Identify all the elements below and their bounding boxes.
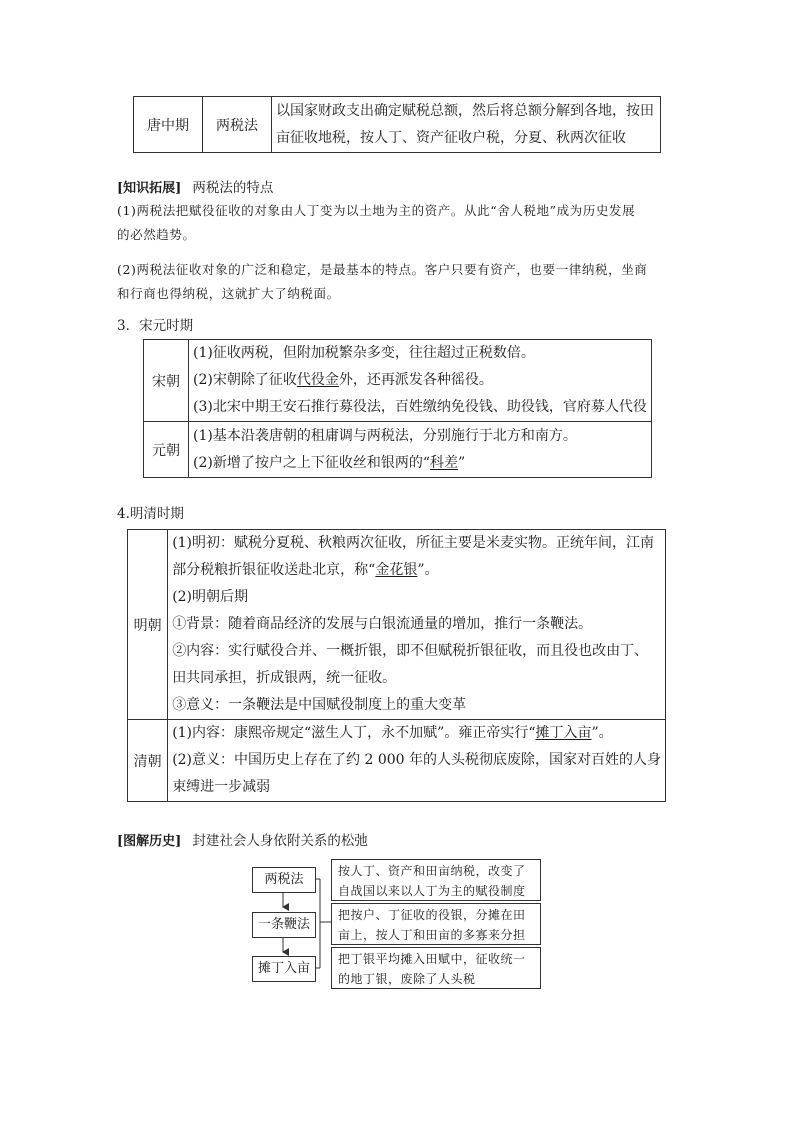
diagram-title: 封建社会人身依附关系的松弛 bbox=[192, 833, 368, 849]
yuan-content bbox=[189, 422, 652, 478]
text-line: (2)意义：中国历史上存在了约 2 000 年的人头税彻底废除，国家对百姓的人身 bbox=[172, 752, 661, 768]
text-line: 自战国以来以人丁为主的赋役制度 bbox=[338, 884, 526, 898]
song-yuan-heading: 3．宋元时期 bbox=[117, 318, 194, 334]
ming-content bbox=[168, 530, 666, 720]
song-yuan-table bbox=[143, 339, 652, 478]
knowledge-para-1 bbox=[117, 199, 687, 247]
text-line: (1)两税法把赋役征收的对象由人丁变为以土地为主的资产。从此“舍人税地”成为历史发展 bbox=[117, 203, 636, 218]
knowledge-title: 两税法的特点 bbox=[192, 180, 274, 196]
ming-label: 明朝 bbox=[128, 530, 168, 720]
underlined-term: 科差 bbox=[430, 454, 458, 471]
text-line: ②内容：实行赋役合并、一概折银，即不但赋税折银征收，而且役也改由丁、 bbox=[172, 643, 649, 659]
underlined-term: 摊丁入亩 bbox=[535, 725, 592, 741]
law-cell: 两税法 bbox=[203, 97, 272, 153]
text-line: (1)征收两税，但附加税繁杂多变，往往超过正税数倍。 bbox=[193, 345, 535, 361]
qing-content bbox=[168, 720, 666, 802]
underlined-term: 代役金 bbox=[296, 372, 339, 388]
text-line: (3)北宋中期王安石推行募役法，百姓缴纳免役钱、助役钱，官府募人代役 bbox=[193, 399, 647, 415]
text-line: 把丁银平均摊入田赋中，征收统一 bbox=[338, 952, 526, 966]
knowledge-para-2 bbox=[117, 258, 687, 306]
diagram-heading bbox=[117, 829, 368, 849]
period-cell: 唐中期 bbox=[134, 97, 203, 153]
text-line: (1)明初：赋税分夏税、秋粮两次征收，所征主要是米麦实物。正统年间，江南 bbox=[172, 535, 655, 551]
text-line: ①背景：随着商品经济的发展与白银流通量的增加，推行一条鞭法。 bbox=[172, 616, 593, 632]
tang-table bbox=[133, 96, 661, 153]
knowledge-heading bbox=[117, 176, 273, 196]
song-content bbox=[189, 340, 652, 422]
text-line: (2)两税法征收对象的广泛和稳定，是最基本的特点。客户只要有资产，也要一律纳税，坐商 bbox=[117, 262, 648, 277]
node-liangshuifa-desc bbox=[331, 859, 541, 901]
node-yitiaobianfa-desc bbox=[331, 903, 541, 945]
text-line: 把按户、丁征收的役银，分摊在田 bbox=[338, 908, 526, 922]
law-description-cell bbox=[272, 97, 661, 153]
text-line: 亩征收地税，按人丁、资产征收户税，分夏、秋两次征收 bbox=[276, 129, 626, 146]
ming-qing-heading: 4.明清时期 bbox=[117, 506, 184, 522]
node-liangshuifa: 两税法 bbox=[252, 867, 316, 893]
text-line: (1)内容：康熙帝规定“滋生人丁，永不加赋”。雍正帝实行“摊丁入亩”。 bbox=[172, 725, 613, 741]
text-line: (1)基本沿袭唐朝的租庸调与两税法，分别施行于北方和南方。 bbox=[193, 427, 577, 444]
text-line: 以国家财政支出确定赋税总额，然后将总额分解到各地，按田 bbox=[276, 102, 654, 119]
knowledge-tag: [知识拓展] bbox=[117, 181, 182, 196]
text-line: ③意义：一条鞭法是中国赋役制度上的重大变革 bbox=[172, 697, 467, 713]
text-line: 束缚进一步减弱 bbox=[172, 779, 271, 795]
text-line: 和行商也得纳税，这就扩大了纳税面。 bbox=[117, 286, 340, 301]
underlined-term: 金花银 bbox=[375, 562, 418, 578]
text-line: 的必然趋势。 bbox=[117, 227, 196, 242]
song-label: 宋朝 bbox=[144, 340, 189, 422]
node-tandingrumu-desc bbox=[331, 947, 541, 989]
text-line: (2)明朝后期 bbox=[172, 589, 249, 605]
text-line: 亩上，按人丁和田亩的多寡来分担 bbox=[338, 928, 526, 942]
text-line: (2)宋朝除了征收代役金外，还再派发各种徭役。 bbox=[193, 372, 493, 388]
text-line: 的地丁银，废除了人头税 bbox=[338, 972, 476, 986]
text-line: 田共同承担，折成银两，统一征收。 bbox=[172, 670, 397, 686]
text-line: (2)新增了按户之上下征收丝和银两的“科差” bbox=[193, 454, 466, 471]
node-tandingrumu: 摊丁入亩 bbox=[252, 956, 316, 982]
text-line: 按人丁、资产和田亩纳税，改变了 bbox=[338, 864, 526, 878]
node-yitiaobianfa: 一条鞭法 bbox=[252, 912, 316, 938]
text-line: 部分税粮折银征收送赴北京，称“金花银”。 bbox=[172, 562, 439, 578]
diagram-tag: [图解历史] bbox=[117, 834, 182, 849]
yuan-label: 元朝 bbox=[144, 422, 189, 478]
ming-qing-table bbox=[127, 529, 666, 802]
qing-label: 清朝 bbox=[128, 720, 168, 802]
